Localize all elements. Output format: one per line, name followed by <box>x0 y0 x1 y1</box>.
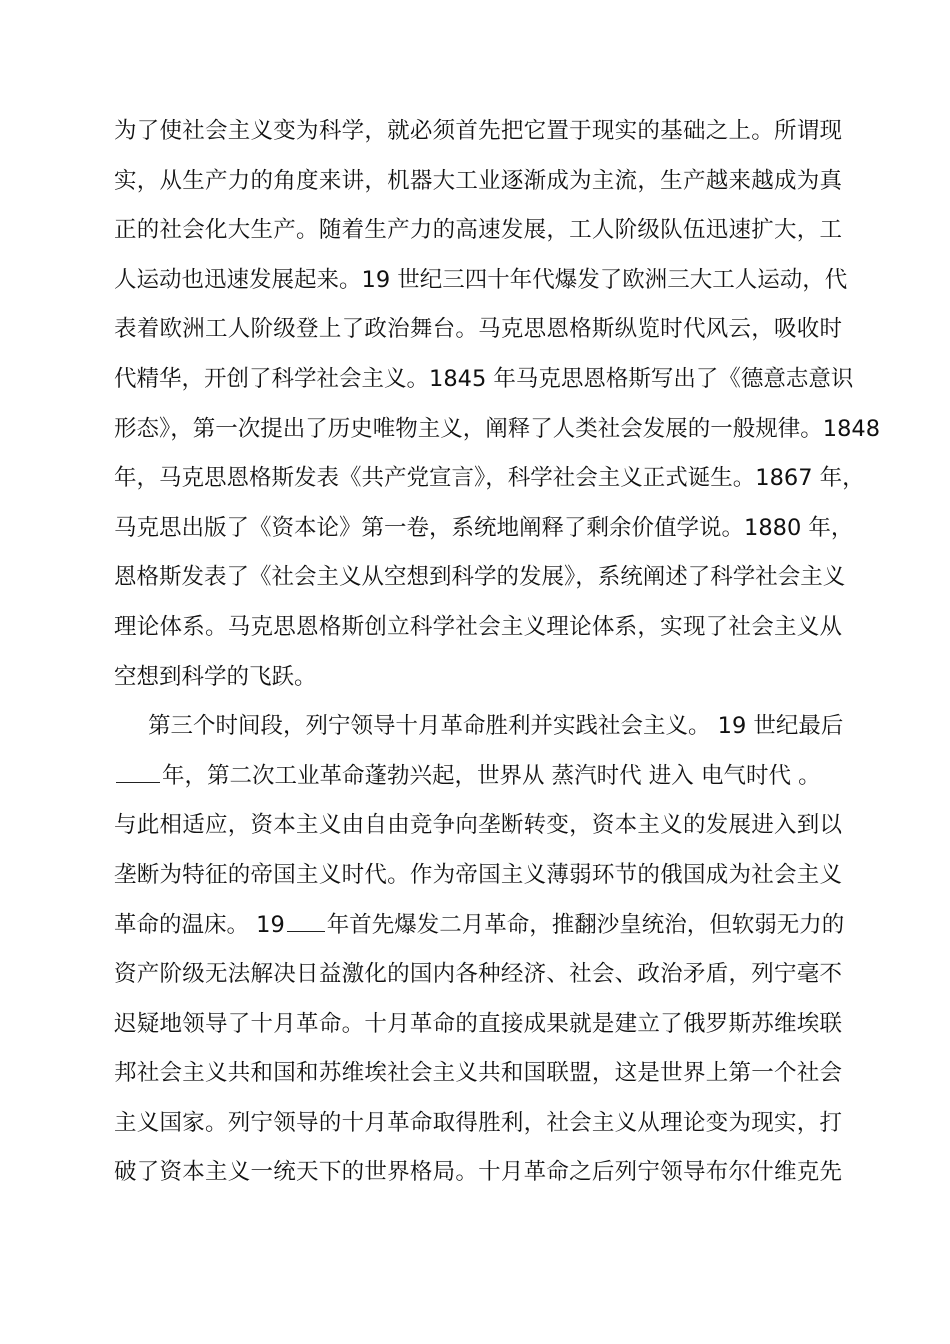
text-line-with-blank <box>114 901 845 951</box>
text-line: 为了使社会主义变为科学，就必须首先把它置于现实的基础之上。所谓现 <box>114 118 842 144</box>
text-line: 理论体系。马克思恩格斯创立科学社会主义理论体系，实现了社会主义从 <box>114 613 842 640</box>
fill-in-blank <box>116 758 160 783</box>
text-line: 正的社会化大生产。随着生产力的高速发展，工人阶级队伍迅速扩大，工 <box>114 217 842 244</box>
body-text <box>114 107 881 1198</box>
text-line: 迟疑地领导了十月革命。十月革命的直接成果就是建立了俄罗斯苏维埃联 <box>114 1010 842 1037</box>
paragraph-start-line: 第三个时间段，列宁领导十月革命胜利并实践社会主义。 19 世纪最后 <box>148 713 844 740</box>
text-fragment: 年，第二次工业革命蓬勃兴起，世界从 蒸汽时代 进入 电气时代 。 <box>162 762 821 789</box>
text-line-with-blank <box>114 752 842 802</box>
text-line: 邦社会主义共和国和苏维埃社会主义共和国联盟，这是世界上第一个社会 <box>114 1060 842 1087</box>
text-line: 破了资本主义一统天下的世界格局。十月革命之后列宁领导布尔什维克先 <box>114 1159 842 1186</box>
text-line: 年，马克思恩格斯发表《共产党宣言》，科学社会主义正式诞生。1867 年， <box>114 465 865 492</box>
text-fragment: 年首先爆发二月革命，推翻沙皇统治，但软弱无力的 <box>326 911 845 938</box>
text-line: 人运动也迅速发展起来。19 世纪三四十年代爆发了欧洲三大工人运动，代 <box>114 266 848 293</box>
text-line: 恩格斯发表了《社会主义从空想到科学的发展》，系统阐述了科学社会主义 <box>114 564 846 591</box>
text-fragment: 革命的温床。 19 <box>114 911 285 938</box>
text-line: 表着欧洲工人阶级登上了政治舞台。马克思恩格斯纵览时代风云，吸收时 <box>114 316 842 343</box>
text-line: 资产阶级无法解决日益激化的国内各种经济、社会、政治矛盾，列宁毫不 <box>114 961 842 988</box>
text-line: 马克思出版了《资本论》第一卷，系统地阐释了剩余价值学说。1880 年， <box>114 514 854 541</box>
text-line: 实，从生产力的角度来讲，机器大工业逐渐成为主流，生产越来越成为真 <box>114 167 842 194</box>
text-line: 与此相适应，资本主义由自由竞争向垄断转变，资本主义的发展进入到以 <box>114 812 842 839</box>
text-line: 垄断为特征的帝国主义时代。作为帝国主义薄弱环节的俄国成为社会主义 <box>114 861 842 888</box>
text-line: 主义国家。列宁领导的十月革命取得胜利，社会主义从理论变为现实，打 <box>114 1109 842 1136</box>
fill-in-blank <box>287 907 325 932</box>
text-line: 代精华，开创了科学社会主义。1845 年马克思恩格斯写出了《德意志意识 <box>114 365 854 392</box>
text-line: 空想到科学的飞跃。 <box>114 663 317 690</box>
text-line: 形态》，第一次提出了历史唯物主义，阐释了人类社会发展的一般规律。1848 <box>114 415 881 442</box>
